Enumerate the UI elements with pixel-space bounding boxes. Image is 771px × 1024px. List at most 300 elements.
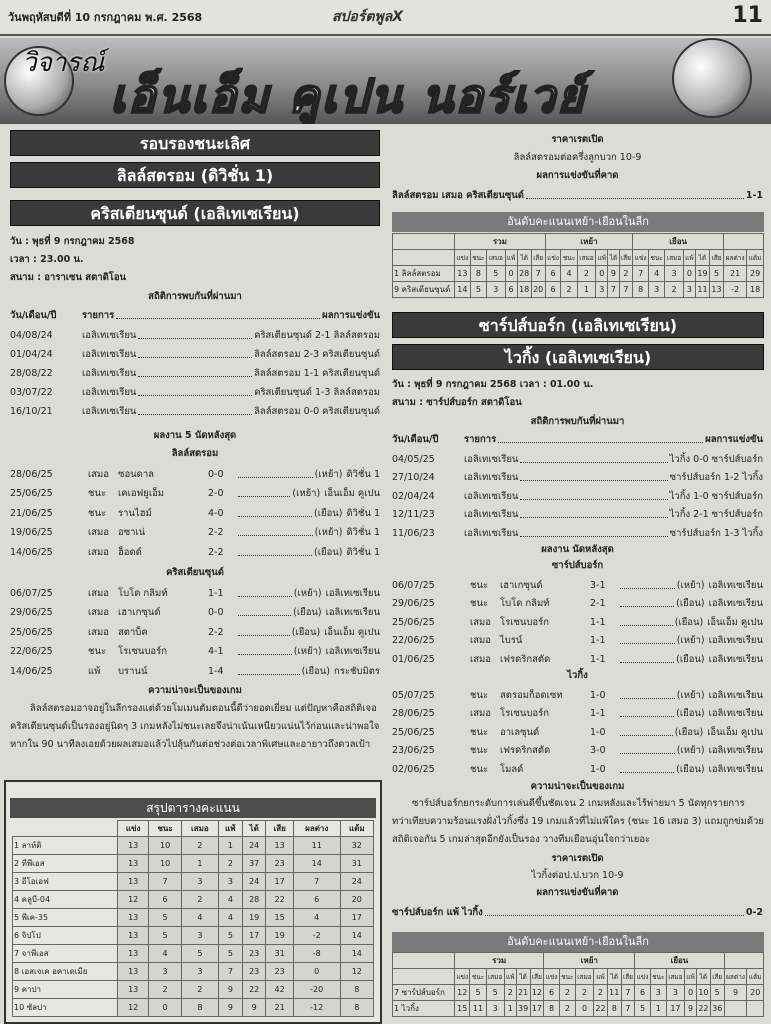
form-score: 1-1 <box>208 587 224 599</box>
stat-cell: 0 <box>149 999 182 1017</box>
stat-cell: 10 <box>697 985 711 1001</box>
form-venue: (เยือน) <box>291 626 321 638</box>
form-score: 1-1 <box>590 653 606 665</box>
team-name: 9 คาปา <box>13 981 118 999</box>
form-score: 4-0 <box>208 507 224 519</box>
form-comp: กระชับมิตร <box>334 665 380 677</box>
stat-cell: 17 <box>666 1001 684 1017</box>
stat-cell: 19 <box>696 266 710 282</box>
form-date: 29/06/25 <box>392 598 435 609</box>
stat-cell: 3 <box>486 1001 504 1017</box>
rank-empty <box>724 234 764 250</box>
stat-cell: 7 <box>633 266 649 282</box>
h2h-comp: เอลิเทเซเรียน <box>82 367 137 379</box>
stat-cell: 24 <box>242 837 266 855</box>
form-date: 22/06/25 <box>10 646 53 657</box>
form-opponent: เฮาเกซุนด์ <box>118 607 161 618</box>
h2h-result: ลิลล์สตรอม 1-1 คริสเตียนซุนด์ <box>254 367 380 379</box>
h2h-row <box>10 402 380 420</box>
rank-sub: ชนะ <box>649 250 665 266</box>
form-row <box>392 705 763 723</box>
stat-cell: 2 <box>561 282 577 298</box>
stat-cell: 5 <box>710 985 724 1001</box>
form-result: ชนะ <box>470 726 489 738</box>
rank-sub: ชนะ <box>470 969 486 985</box>
stat-cell: 2 <box>181 891 218 909</box>
form-row <box>10 584 380 602</box>
form-venue: (เหย้า) <box>293 587 322 599</box>
match-date: วัน : พุธที่ 9 กรกฎาคม 2568 <box>10 236 135 247</box>
standings-table <box>12 820 374 1017</box>
form-venue: (เยือน) <box>674 726 704 738</box>
price2-line: ไวกิ้งต่อป.ป.บวก 10-9 <box>531 870 624 881</box>
header-cell: ชนะ <box>149 821 182 837</box>
h2h-header <box>10 306 380 324</box>
stat-cell: 8 <box>607 1001 621 1017</box>
form-comp: เอลิเทเซเรียน <box>325 587 380 599</box>
form-comp: เอลิเทเซเรียน <box>325 607 380 618</box>
stat-cell: 4 <box>218 909 242 927</box>
form-row <box>392 760 763 778</box>
stat-cell: 2 <box>577 266 595 282</box>
h2h-date: 04/08/24 <box>10 329 53 341</box>
stat-cell: -8 <box>293 945 340 963</box>
form-opponent: เคเอฟยูเอ็ม <box>118 488 165 499</box>
banner-kicker: วิจารณ์ <box>22 48 105 78</box>
form-date: 22/06/25 <box>392 635 435 646</box>
stat-cell: 1 <box>504 1001 516 1017</box>
rank-corner <box>393 969 455 985</box>
stat-cell: 6 <box>635 985 650 1001</box>
form-date: 14/06/25 <box>10 546 53 558</box>
rank-sub: แข่ง <box>455 250 471 266</box>
stat-cell: 15 <box>266 909 293 927</box>
stat-cell: 13 <box>118 837 149 855</box>
h2h-result: ไวกิ้ง 2-1 ซาร์ปส์บอร์ก <box>669 509 763 520</box>
predict-score: 1-1 <box>745 189 763 201</box>
stat-cell: 11 <box>607 985 621 1001</box>
stat-cell: 7 <box>293 873 340 891</box>
rank-sub: แพ้ <box>685 969 697 985</box>
stat-cell <box>747 1001 764 1017</box>
stat-cell: 6 <box>293 891 340 909</box>
form-score: 3-0 <box>590 745 606 756</box>
header-team <box>13 821 118 837</box>
rank-sub: เสีย <box>621 969 635 985</box>
rank-group: รวม <box>455 234 546 250</box>
form-comp: เอ็นเอ็ม คูเปน <box>324 626 380 638</box>
stat-cell: 2 <box>181 981 218 999</box>
header-cell: แข่ง <box>118 821 149 837</box>
h2h-comp: เอลิเทเซเรียน <box>464 490 519 502</box>
table-row <box>13 873 374 891</box>
form-result: แพ้ <box>88 665 101 677</box>
stat-cell: 3 <box>487 282 505 298</box>
stat-cell: 42 <box>266 981 293 999</box>
match2-home-heading: ซาร์ปส์บอร์ก (เอลิเทเซเรียน) <box>392 312 764 338</box>
team-name: 1 ลาห์ติ <box>13 837 118 855</box>
stat-cell: 22 <box>594 1001 608 1017</box>
stat-cell: -2 <box>724 282 747 298</box>
form-comp: เอ็นเอ็ม คูเปน <box>707 726 763 738</box>
h2h-title: สถิติการพบกันที่ผ่านมา <box>148 291 242 302</box>
rank2-table <box>392 952 764 1017</box>
h2h-date: 02/04/24 <box>392 490 435 502</box>
form-comp: เอลิเทเซเรียน <box>325 646 380 657</box>
form-venue: (เหย้า) <box>676 635 705 646</box>
stat-cell: 2 <box>181 837 218 855</box>
rank-group: รวม <box>455 953 544 969</box>
form-score: 4-1 <box>208 646 224 657</box>
rank2-title: อันดับคะแนนเหย้า-เยือนในลีก <box>392 932 764 952</box>
page-number: 11 <box>732 3 763 28</box>
rank-sub: เสีย <box>710 969 724 985</box>
rank-sub: แพ้ <box>505 250 517 266</box>
form-result: ชนะ <box>470 763 489 775</box>
price-title: ราคาเรตเปิด <box>551 134 604 145</box>
form-score: 1-4 <box>208 665 224 677</box>
stat-cell: 4 <box>561 266 577 282</box>
stat-cell: 11 <box>293 837 340 855</box>
rank-sub: แข่ง <box>635 969 650 985</box>
form-result: ชนะ <box>470 579 489 591</box>
stat-cell: 3 <box>683 282 695 298</box>
table-row <box>13 945 374 963</box>
stat-cell: 8 <box>633 282 649 298</box>
stat-cell: 17 <box>242 927 266 945</box>
header-cell: แพ้ <box>218 821 242 837</box>
header-cell: แต้ม <box>340 821 373 837</box>
h2h-result: คริสเตียนซุนด์ 1-3 ลิลล์สตรอม <box>254 386 380 398</box>
rank-sub: แข่ง <box>545 250 561 266</box>
form-result: เสมอ <box>88 546 110 558</box>
form-result: เสมอ <box>88 468 110 480</box>
stat-cell: 2 <box>149 981 182 999</box>
table-row <box>13 999 374 1017</box>
table-row <box>13 855 374 873</box>
col-date: วัน/เดือน/ปี <box>392 433 439 445</box>
stat-cell: 5 <box>470 282 486 298</box>
table-row <box>13 909 374 927</box>
form-title: ผลงาน 5 นัดหลังสุด <box>153 430 237 441</box>
rank-corner <box>393 234 455 250</box>
stat-cell: 10 <box>149 837 182 855</box>
stat-cell: 23 <box>266 963 293 981</box>
form-date: 19/06/25 <box>10 527 53 538</box>
stat-cell: 13 <box>455 266 471 282</box>
stat-cell: 6 <box>149 891 182 909</box>
stat-cell: 13 <box>118 981 149 999</box>
rank-sub: ได้ <box>516 969 530 985</box>
stat-cell: 15 <box>455 1001 470 1017</box>
form-comp: เอลิเทเซเรียน <box>708 598 763 609</box>
form-row <box>10 643 380 661</box>
team-name: 2 ทีพีเอส <box>13 855 118 873</box>
form-row <box>10 623 380 641</box>
rank-sub: ได้ <box>607 969 621 985</box>
stat-cell: 5 <box>149 927 182 945</box>
form-score: 1-0 <box>590 763 606 775</box>
stat-cell: 3 <box>181 873 218 891</box>
analysis-title: ความน่าจะเป็นของเกม <box>148 685 242 696</box>
col-result: ผลการแข่งขัน <box>705 433 763 445</box>
rank-sub: แพ้ <box>683 250 695 266</box>
stat-cell: 8 <box>470 266 486 282</box>
stat-cell: 22 <box>697 1001 711 1017</box>
match2-date <box>392 377 593 392</box>
form-result: เสมอ <box>470 635 492 646</box>
rank-empty <box>724 953 763 969</box>
h2h-date: 04/05/25 <box>392 453 435 465</box>
stat-cell <box>724 1001 747 1017</box>
stat-cell: 2 <box>665 282 683 298</box>
form-date: 28/06/25 <box>392 708 435 719</box>
form-row <box>392 576 763 594</box>
h2h-comp: เอลิเทเซเรียน <box>82 348 137 360</box>
form-row <box>10 465 380 483</box>
form-venue: (เหย้า) <box>293 646 322 657</box>
header-cell: เสีย <box>266 821 293 837</box>
stat-cell: 12 <box>118 999 149 1017</box>
stat-cell: 9 <box>724 985 747 1001</box>
stat-cell: 31 <box>340 855 373 873</box>
form-opponent: โรเซนบอร์ก <box>500 708 549 719</box>
form-score: 3-1 <box>590 579 606 591</box>
stat-cell: 24 <box>340 873 373 891</box>
stat-cell: 17 <box>266 873 293 891</box>
form-score: 1-0 <box>590 726 606 738</box>
stat-cell: 37 <box>242 855 266 873</box>
rank-sub: ชนะ <box>561 250 577 266</box>
h2h-comp: เอลิเทเซเรียน <box>464 472 519 483</box>
stat-cell: 7 <box>608 282 619 298</box>
h2h-row <box>10 326 380 344</box>
rank-sub: เสมอ <box>486 969 504 985</box>
stat-cell: 3 <box>650 985 666 1001</box>
page-header <box>0 0 771 36</box>
form-comp: ดิวิชั่น 1 <box>346 468 380 480</box>
stat-cell: 18 <box>517 282 531 298</box>
stat-cell: 6 <box>544 985 559 1001</box>
form-result: เสมอ <box>88 626 110 638</box>
form-result: ชนะ <box>88 646 107 657</box>
h2h-result: ซาร์ปส์บอร์ก 1-2 ไวกิ้ง <box>669 472 763 483</box>
form-venue: (เหย้า) <box>676 579 705 591</box>
stat-cell: 9 <box>608 266 619 282</box>
stat-cell: 9 <box>218 981 242 999</box>
form-row <box>392 650 763 668</box>
rank-sub: แพ้ <box>504 969 516 985</box>
standings-title: สรุปตารางคะแนน <box>10 798 376 818</box>
h2h-row <box>10 345 380 363</box>
price2-title: ราคาเรตเปิด <box>551 853 604 864</box>
stat-cell: 5 <box>635 1001 650 1017</box>
stat-cell: 13 <box>118 855 149 873</box>
stat-cell: 19 <box>242 909 266 927</box>
predict-row <box>392 186 763 204</box>
rank-sub: เสีย <box>619 250 633 266</box>
form-date: 25/06/25 <box>392 726 435 738</box>
stat-cell: 13 <box>118 963 149 981</box>
stat-cell: 0 <box>683 266 695 282</box>
table-row <box>13 981 374 999</box>
stat-cell: 20 <box>531 282 545 298</box>
analysis-text: ลิลล์สตรอมอาจอยู่ในลีกรองแต่ด้วยโมเมนตัมตอนนี้ดีว่ายอดเยี่ยม แต่ปัญหาคือสถิติเจอคริสเตียนซุนด์เป็นรองอยู่นิดๆ 3 เกมหลังไม่ชนะเลยจึงน่าเน้นเหนียวแน่นไว้ก่อนและน่าพอใจหากใน 90 นาทีลงเอยด้วยผลเสมอแล้วไปลุ้นกันต่อช่วงต่อเวลาพิเศษและอายาวถึงดวลเป้า <box>10 703 380 750</box>
table-row <box>13 963 374 981</box>
rank-sub: ได้ <box>697 969 711 985</box>
form-venue: (เยือน) <box>676 708 705 719</box>
h2h-row <box>10 364 380 382</box>
form-comp: เอลิเทเซเรียน <box>708 635 763 646</box>
h2h-date: 16/10/21 <box>10 405 53 417</box>
rank-sub: แข่ง <box>455 969 470 985</box>
standings-header-row <box>13 821 374 837</box>
stat-cell: 0 <box>293 963 340 981</box>
stat-cell: 11 <box>696 282 710 298</box>
stat-cell: 36 <box>710 1001 724 1017</box>
form-comp: เอลิเทเซเรียน <box>708 653 763 665</box>
stat-cell: 22 <box>266 891 293 909</box>
form-venue: (เยือน) <box>301 665 331 677</box>
stat-cell: 3 <box>666 985 684 1001</box>
rank-sub: ผลต่าง <box>724 250 747 266</box>
rank-sub: เสมอ <box>666 969 684 985</box>
col-date: วัน/เดือน/ปี <box>10 309 57 321</box>
banner-title: เอ็นเอ็ม คูเปน นอร์เวย์ <box>110 69 586 123</box>
price-line: ลิลล์สตรอมต่อครึ่งลูกบวก 10-9 <box>513 152 642 163</box>
home-form-title: ลิลล์สตรอม <box>171 448 219 459</box>
stat-cell: 20 <box>747 985 764 1001</box>
form-comp: เอลิเทเซเรียน <box>708 745 763 756</box>
rank-group: เยือน <box>633 234 724 250</box>
stat-cell: 18 <box>747 282 764 298</box>
stat-cell: 3 <box>218 873 242 891</box>
form-result: เสมอ <box>470 653 492 665</box>
rank-sub: ได้ <box>696 250 710 266</box>
rank-sub: เสีย <box>710 250 724 266</box>
form-result: เสมอ <box>470 708 492 719</box>
form-score: 2-2 <box>208 546 224 558</box>
form-row <box>10 524 380 542</box>
stat-cell: 12 <box>455 985 470 1001</box>
stat-cell: 2 <box>619 266 633 282</box>
form-score: 0-0 <box>208 468 224 480</box>
h2h-comp: เอลิเทเซเรียน <box>464 509 519 520</box>
rank-sub: แข่ง <box>544 969 559 985</box>
stat-cell: 4 <box>649 266 665 282</box>
stat-cell: 17 <box>530 1001 544 1017</box>
stat-cell: 3 <box>181 963 218 981</box>
stat-cell: 9 <box>218 999 242 1017</box>
stat-cell: 32 <box>340 837 373 855</box>
stat-cell: 14 <box>340 927 373 945</box>
stat-cell: 7 <box>149 873 182 891</box>
table-row <box>13 837 374 855</box>
form2-title: ผลงาน นัดหลังสุด <box>541 544 614 555</box>
form-date: 29/06/25 <box>10 607 53 618</box>
form-venue: (เยือน) <box>314 546 343 558</box>
publication-logo: สปอร์ตพูลX <box>332 9 404 25</box>
match-time: เวลา : 23.00 น. <box>10 254 84 265</box>
analysis2-title: ความน่าจะเป็นของเกม <box>530 781 625 792</box>
stat-cell: 4 <box>149 945 182 963</box>
stat-cell: 13 <box>118 945 149 963</box>
stat-cell: 5 <box>181 945 218 963</box>
form-comp: เอ็นเอ็ม คูเปน <box>707 616 763 628</box>
form-venue: (เยือน) <box>676 653 705 665</box>
h2h-row <box>392 506 763 524</box>
rank-sub: เสีย <box>531 250 545 266</box>
stat-cell: 14 <box>293 855 340 873</box>
rank-sub: เสมอ <box>665 250 683 266</box>
rank-sub: เสีย <box>530 969 544 985</box>
form-comp: ดิวิชั่น 1 <box>346 546 380 558</box>
home2-form-title: ซาร์ปส์บอร์ก <box>551 560 604 571</box>
form-result: ชนะ <box>470 689 489 701</box>
h2h-comp: เอลิเทเซเรียน <box>82 386 137 398</box>
stat-cell: 5 <box>487 266 505 282</box>
stat-cell: 8 <box>340 999 373 1017</box>
stat-cell: 7 <box>531 266 545 282</box>
team-name: 1 ลิลล์สตรอม <box>393 266 455 282</box>
match2-time-text: เวลา : 01.00 น. <box>519 379 594 390</box>
team-name: 3 อีโอเอฟ <box>13 873 118 891</box>
form-row <box>392 595 763 613</box>
form-venue: (เหย้า) <box>676 689 705 701</box>
stat-cell: 5 <box>710 266 724 282</box>
h2h-row <box>392 469 763 487</box>
h2h-result: ซาร์ปส์บอร์ก 1-3 ไวกิ้ง <box>669 527 763 539</box>
form-opponent: บรานน์ <box>118 665 148 677</box>
stat-cell: 21 <box>266 999 293 1017</box>
form-date: 06/07/25 <box>392 579 435 591</box>
form-result: ชนะ <box>88 507 107 519</box>
form-venue: (เยือน) <box>314 507 343 519</box>
form-date: 01/06/25 <box>392 653 435 665</box>
form-result: เสมอ <box>88 587 110 599</box>
table-row <box>393 282 764 298</box>
stat-cell: 5 <box>486 985 504 1001</box>
form-row <box>10 662 380 680</box>
form-opponent: เฟรดริกสตัด <box>500 745 551 756</box>
analysis2-text: ซาร์ปส์บอร์กยกระดับการเล่นดีขึ้นชัดเจน 2 เกมหลังและไร้พ่ายมา 5 นัดทุกรายการ ทว่าเทียบความร้อนแรงฝั่งไวกิ้งซึ่ง 19 เกมแล้วที่ไม่แพ้ใคร (ชนะ 16 เสมอ 3) แถมถูกข่มด้วยสถิติเจอกัน 5 เกมล่าสุดอีกยังเป็นรอง วางทีมเยือนอุ่นใจกว่าเยอะ <box>392 798 764 845</box>
form-comp: เอ็นเอ็ม คูเปน <box>324 488 380 499</box>
form-opponent: เฟรดริกสตัด <box>500 653 551 665</box>
form-result: เสมอ <box>88 607 110 618</box>
form-venue: (เหย้า) <box>314 468 343 480</box>
stat-cell: 21 <box>516 985 530 1001</box>
h2h-result: ลิลล์สตรอม 0-0 คริสเตียนซุนด์ <box>254 405 380 417</box>
stat-cell: 3 <box>181 927 218 945</box>
form-row <box>10 604 380 622</box>
stat-cell: 13 <box>266 837 293 855</box>
header-cell: ผลต่าง <box>293 821 340 837</box>
rank-group: เยือน <box>635 953 724 969</box>
form-opponent: สตรอมก็อดเซท <box>500 689 563 701</box>
stat-cell: 19 <box>266 927 293 945</box>
rank-sub: ชนะ <box>650 969 666 985</box>
stat-cell: 5 <box>470 985 486 1001</box>
stat-cell: 12 <box>530 985 544 1001</box>
form-result: เสมอ <box>88 527 110 538</box>
h2h-result: ไวกิ้ง 0-0 ซาร์ปส์บอร์ก <box>669 453 763 465</box>
form-date: 06/07/25 <box>10 587 53 599</box>
form-venue: (เหย้า) <box>314 527 343 538</box>
rank-corner <box>393 250 455 266</box>
predict2-line: ซาร์ปส์บอร์ก แพ้ ไวกิ้ง <box>392 906 483 918</box>
h2h-comp: เอลิเทเซเรียน <box>464 453 519 465</box>
stat-cell: 21 <box>724 266 747 282</box>
